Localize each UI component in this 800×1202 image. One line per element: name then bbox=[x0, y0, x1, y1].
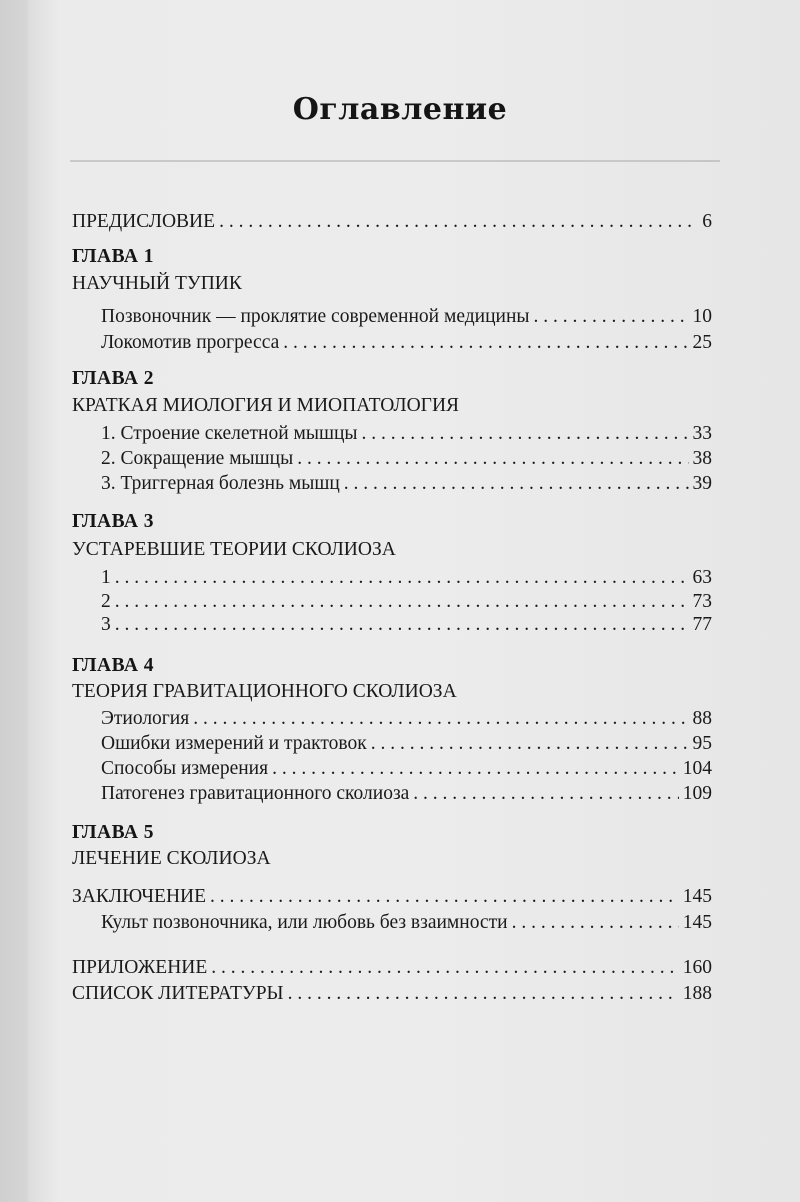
toc-entry-preface: ПРЕДИСЛОВИЕ . . . 6 bbox=[72, 211, 712, 233]
toc-entry: 3. Триггерная болезнь мышц . . . 39 bbox=[101, 473, 712, 495]
toc-entry: Этиология . . . 88 bbox=[101, 708, 712, 730]
toc-entry-appendix: ПРИЛОЖЕНИЕ . . . 160 bbox=[72, 957, 712, 979]
chapter-1-heading: ГЛАВА 1 bbox=[72, 246, 155, 267]
page-title: Оглавление bbox=[292, 92, 508, 127]
toc-entry: Способы измерения . . . 104 bbox=[101, 758, 712, 780]
toc-entry: Ошибки измерений и трактовок . . . 95 bbox=[101, 733, 712, 755]
toc-entry: Позвоночник — проклятие современной медицины . . . 10 bbox=[101, 306, 712, 328]
chapter-5-title: ЛЕЧЕНИЕ СКОЛИОЗА bbox=[72, 848, 271, 869]
toc-entry: 2 . . . 73 bbox=[101, 591, 712, 613]
toc-entry: Патогенез гравитационного сколиоза . . . 109 bbox=[101, 783, 712, 805]
chapter-1-title: НАУЧНЫЙ ТУПИК bbox=[72, 273, 242, 294]
toc-entry: Культ позвоночника, или любовь без взаимности . . . 145 bbox=[101, 912, 712, 934]
toc-entry: 2. Сокращение мышцы . . . 38 bbox=[101, 448, 712, 470]
chapter-4-title: ТЕОРИЯ ГРАВИТАЦИОННОГО СКОЛИОЗА bbox=[72, 681, 457, 702]
chapter-3-heading: ГЛАВА 3 bbox=[72, 511, 155, 532]
toc-entry: Локомотив прогресса . . . 25 bbox=[101, 332, 712, 354]
toc-entry: 3 . . . 77 bbox=[101, 614, 712, 636]
chapter-3-title: УСТАРЕВШИЕ ТЕОРИИ СКОЛИОЗА bbox=[72, 539, 396, 560]
toc-entry: 1. Строение скелетной мышцы . . . 33 bbox=[101, 423, 712, 445]
chapter-2-heading: ГЛАВА 2 bbox=[72, 368, 155, 389]
chapter-4-heading: ГЛАВА 4 bbox=[72, 655, 155, 676]
toc-entry-conclusion: ЗАКЛЮЧЕНИЕ . . . 145 bbox=[72, 886, 712, 908]
chapter-2-title: КРАТКАЯ МИОЛОГИЯ И МИОПАТОЛОГИЯ bbox=[72, 395, 460, 416]
toc-entry: 1 . . . 63 bbox=[101, 567, 712, 589]
chapter-5-heading: ГЛАВА 5 bbox=[72, 822, 155, 843]
toc-entry-literature: СПИСОК ЛИТЕРАТУРЫ . . . 188 bbox=[72, 983, 712, 1005]
